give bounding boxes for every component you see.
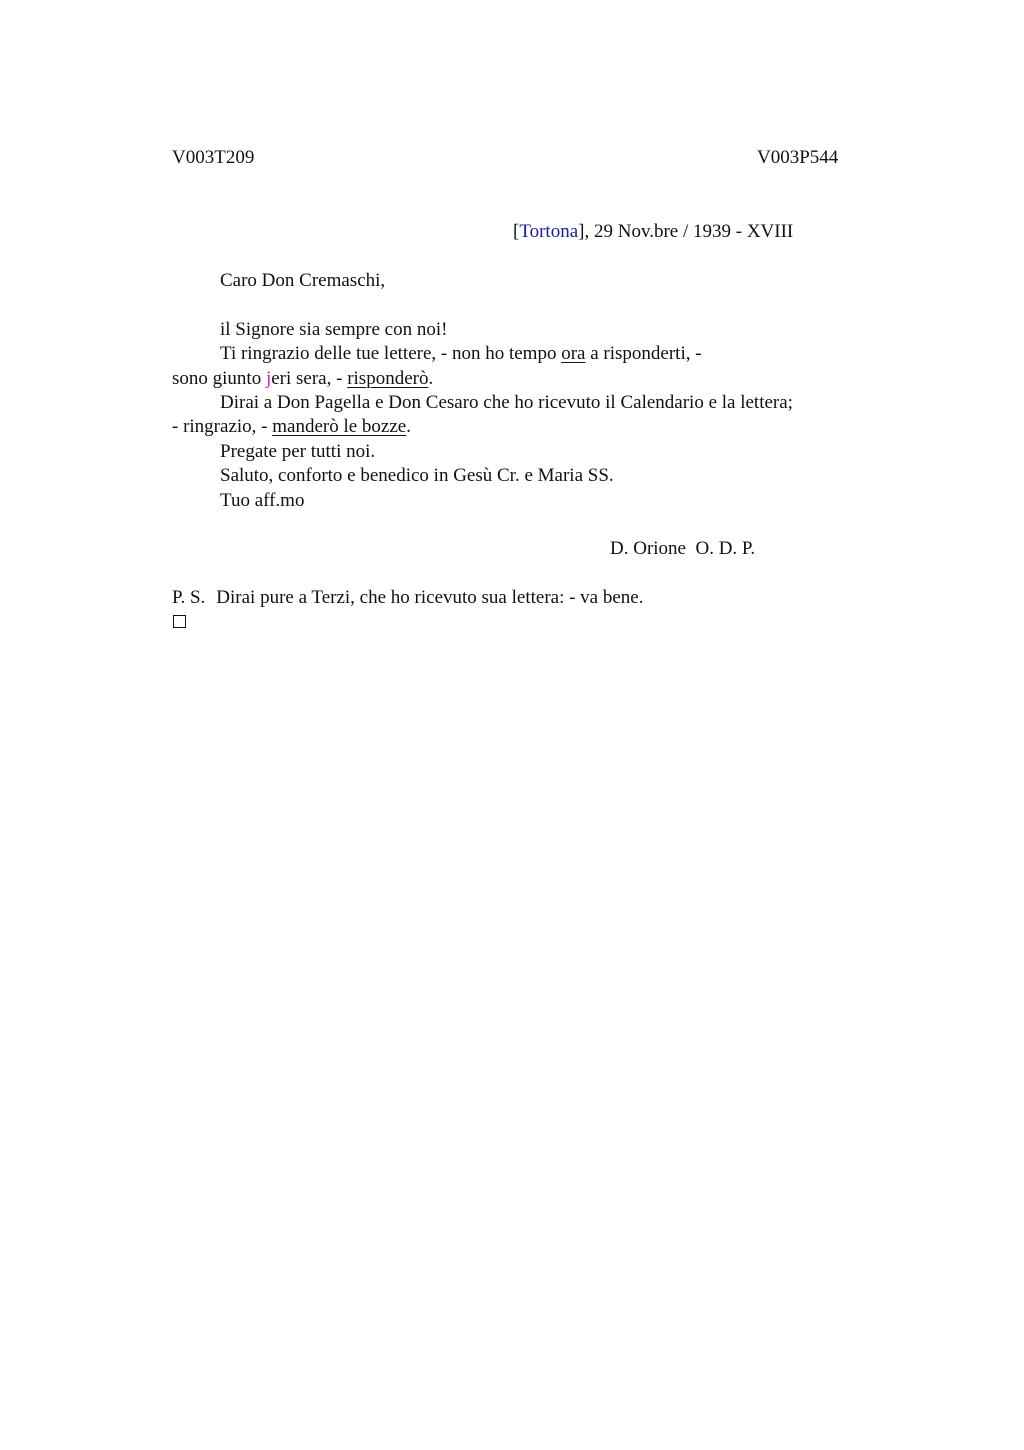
dateline-date: ], 29 Nov.bre / 1939 - XVIII bbox=[578, 221, 794, 242]
postscript-label: P. S. bbox=[172, 587, 206, 608]
dateline-open-bracket: [ bbox=[513, 221, 520, 242]
body-line-5-text-b: . bbox=[406, 416, 411, 437]
body-line-3-text-a: sono giunto bbox=[172, 368, 266, 389]
reference-code-left: V003T209 bbox=[172, 147, 255, 168]
postscript bbox=[172, 586, 643, 610]
dateline bbox=[513, 220, 793, 244]
postscript-text: Dirai pure a Terzi, che ho ricevuto sua lettera: - va bene. bbox=[216, 587, 644, 608]
body-line-4: Dirai a Don Pagella e Don Cesaro che ho ricevuto il Calendario e la lettera; bbox=[220, 392, 793, 413]
body-line-2-underlined: ora bbox=[561, 343, 586, 364]
body-line-5-text-a: - ringrazio, - bbox=[172, 416, 273, 437]
body-line-5-underlined: manderò le bozze bbox=[272, 416, 407, 437]
body-line-3 bbox=[172, 367, 433, 391]
body-line-1: il Signore sia sempre con noi! bbox=[220, 319, 448, 340]
dateline-place: Tortona bbox=[519, 221, 579, 242]
salutation: Caro Don Cremaschi, bbox=[220, 270, 386, 291]
body-line-3-underlined: risponderò bbox=[347, 368, 429, 389]
body-line-3-text-b: eri sera, - bbox=[271, 368, 348, 389]
closing: Tuo aff.mo bbox=[220, 490, 305, 511]
empty-square-icon bbox=[173, 615, 186, 628]
body-line-2-text-b: a risponderti, - bbox=[585, 343, 702, 364]
body-line-7: Saluto, conforto e benedico in Gesù Cr. e Maria SS. bbox=[220, 465, 614, 486]
body-line-3-highlight-letter: j bbox=[265, 368, 272, 389]
reference-code-right: V003P544 bbox=[757, 147, 839, 168]
signature: D. Orione O. D. P. bbox=[610, 538, 756, 559]
body-line-2 bbox=[220, 342, 702, 366]
body-line-6: Pregate per tutti noi. bbox=[220, 441, 376, 462]
body-line-2-text-a: Ti ringrazio delle tue lettere, - non ho tempo bbox=[220, 343, 562, 364]
body-line-5 bbox=[172, 415, 411, 439]
body-line-3-text-c: . bbox=[428, 368, 434, 389]
